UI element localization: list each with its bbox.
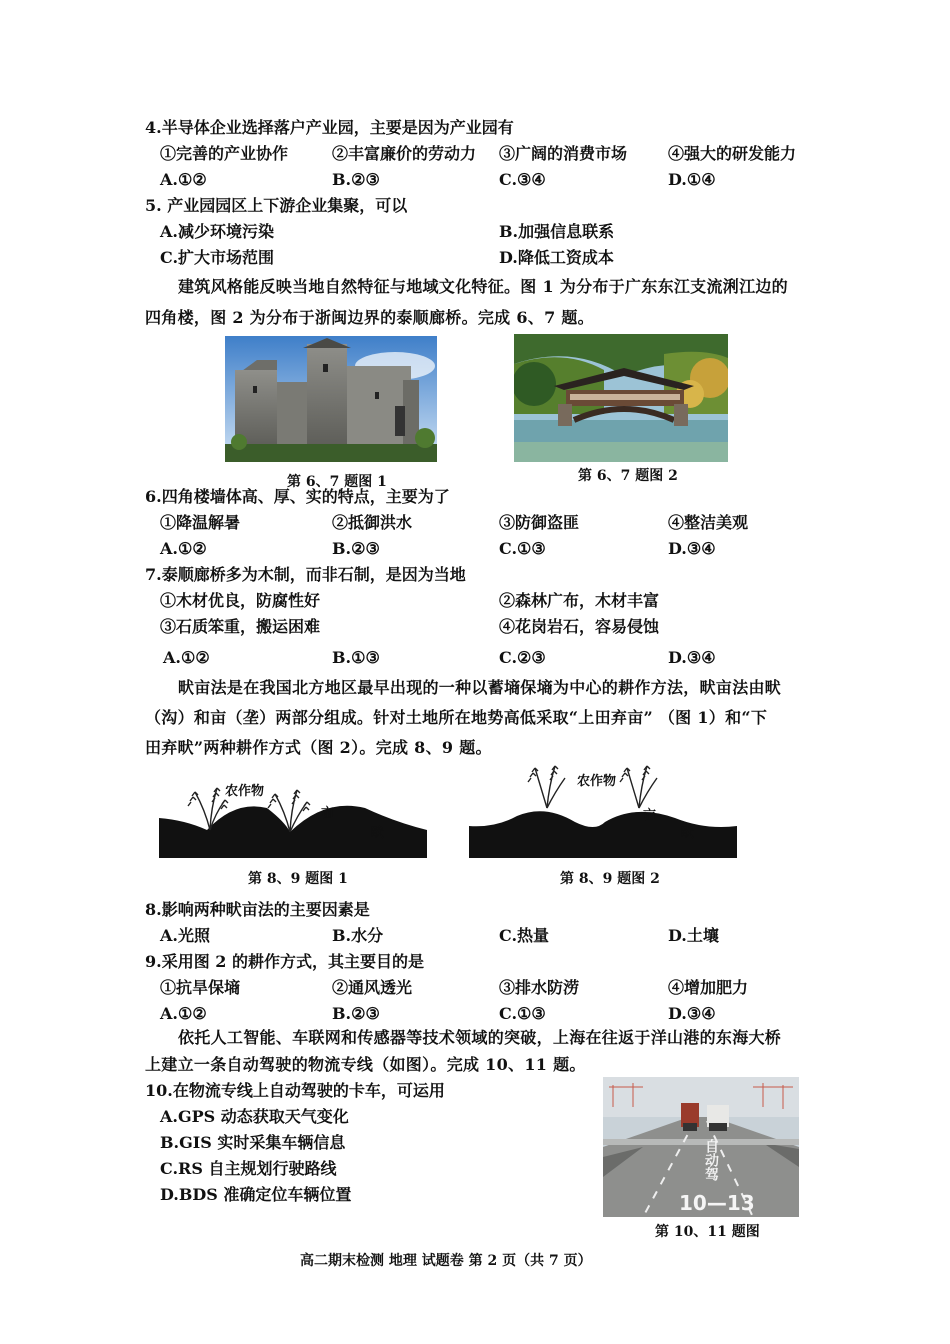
- q9-item-3: ③排水防涝: [499, 978, 580, 997]
- q7-item-1: ①木材优良，防腐性好: [160, 591, 321, 610]
- q4-item-4: ④强大的研发能力: [668, 144, 797, 163]
- q7-option-a: A.①②: [163, 648, 210, 667]
- q6-option-c: C.①③: [499, 539, 546, 558]
- page-footer: 高二期末检测 地理 试题卷 第 2 页（共 7 页）: [300, 1253, 592, 1269]
- q6-item-3: ③防御盗匪: [499, 513, 580, 532]
- crop-label-2: 农作物: [577, 774, 617, 789]
- q9-option-b: B.②③: [332, 1004, 380, 1023]
- four-corner-building-photo: [225, 336, 437, 462]
- q10-option-b: B.GIS 实时采集车辆信息: [160, 1133, 346, 1152]
- q5-option-a: A.减少环境污染: [160, 222, 274, 241]
- q7-item-2: ②森林广布，木材丰富: [499, 591, 660, 610]
- covered-bridge-photo: [514, 334, 728, 462]
- q6-option-d: D.③④: [668, 539, 716, 558]
- q6-item-2: ②抵御洪水: [332, 513, 413, 532]
- q5-option-b: B.加强信息联系: [499, 222, 615, 241]
- q4-option-a: A.①②: [160, 170, 207, 189]
- q7-option-d: D.③④: [668, 648, 716, 667]
- material-6-7-line2: 四角楼，图 2 为分布于浙闽边界的泰顺廊桥。完成 6、7 题。: [145, 308, 594, 327]
- q7-item-3: ③石质笨重，搬运困难: [160, 617, 321, 636]
- quanmu-diagram-2: [465, 760, 740, 862]
- material-6-7-line1: 建筑风格能反映当地自然特征与地域文化特征。图 1 为分布于广东东江支流浰江边的: [178, 277, 788, 296]
- crop-icon: [620, 766, 657, 808]
- q9-item-4: ④增加肥力: [668, 978, 749, 997]
- quan-label-1: 畎: [371, 826, 385, 841]
- q7-option-b: B.①③: [332, 648, 380, 667]
- quanmu-diagram-1: [155, 770, 430, 862]
- material-8-9-line1: 畎亩法是在我国北方地区最早出现的一种以蓄墒保墒为中心的耕作方法，畎亩法由畎: [178, 678, 782, 697]
- q4-stem: 4.半导体企业选择落户产业园，主要是因为产业园有: [145, 118, 514, 137]
- crop-icon: [528, 766, 565, 808]
- q5-stem: 5. 产业园园区上下游企业集聚，可以: [145, 196, 408, 215]
- mu-label-2: 亩: [643, 808, 657, 823]
- q8-option-c: C.热量: [499, 926, 550, 945]
- q4-option-b: B.②③: [332, 170, 380, 189]
- q4-option-c: C.③④: [499, 170, 546, 189]
- road-marking-number: 10—13: [679, 1191, 755, 1215]
- q8-option-d: D.土壤: [668, 926, 719, 945]
- q4-item-1: ①完善的产业协作: [160, 144, 289, 163]
- q10-option-d: D.BDS 准确定位车辆位置: [160, 1185, 352, 1204]
- q8-option-a: A.光照: [160, 926, 210, 945]
- fig-10-11-caption: 第 10、11 题图: [655, 1224, 760, 1240]
- fig-8-9-2-caption: 第 8、9 题图 2: [560, 871, 660, 887]
- fig-6-7-2-caption: 第 6、7 题图 2: [578, 468, 678, 484]
- q7-stem: 7.泰顺廊桥多为木制，而非石制，是因为当地: [145, 565, 466, 584]
- q6-option-b: B.②③: [332, 539, 380, 558]
- quan-label-2: 畎: [681, 826, 695, 841]
- q5-option-c: C.扩大市场范围: [160, 248, 275, 267]
- q9-option-c: C.①③: [499, 1004, 546, 1023]
- q10-stem: 10.在物流专线上自动驾驶的卡车，可运用: [145, 1081, 445, 1100]
- material-10-11-line1: 依托人工智能、车联网和传感器等技术领域的突破，上海在往返于洋山港的东海大桥: [178, 1028, 782, 1047]
- q9-item-1: ①抗旱保墒: [160, 978, 241, 997]
- material-10-11-line2: 上建立一条自动驾驶的物流专线（如图）。完成 10、11 题。: [145, 1055, 586, 1074]
- material-8-9-line3: 田弃畎”两种耕作方式（图 2）。完成 8、9 题。: [145, 738, 492, 757]
- q6-item-4: ④整洁美观: [668, 513, 749, 532]
- autonomous-lane-photo: [603, 1077, 799, 1217]
- q8-stem: 8.影响两种畎亩法的主要因素是: [145, 900, 370, 919]
- fig-6-7-1-caption: 第 6、7 题图 1: [287, 474, 387, 490]
- material-8-9-line2: （沟）和亩（垄）两部分组成。针对土地所在地势高低采取“上田弃亩” （图 1）和“下: [145, 708, 768, 727]
- q9-option-d: D.③④: [668, 1004, 716, 1023]
- q9-option-a: A.①②: [160, 1004, 207, 1023]
- q6-option-a: A.①②: [160, 539, 207, 558]
- q10-option-c: C.RS 自主规划行驶路线: [160, 1159, 337, 1178]
- crop-label-1: 农作物: [225, 784, 265, 799]
- q4-option-d: D.①④: [668, 170, 716, 189]
- q7-item-4: ④花岗岩石，容易侵蚀: [499, 617, 660, 636]
- q4-item-2: ②丰富廉价的劳动力: [332, 144, 477, 163]
- q9-item-2: ②通风透光: [332, 978, 413, 997]
- q6-item-1: ①降温解暑: [160, 513, 241, 532]
- q6-stem: 6.四角楼墙体高、厚、实的特点，主要为了: [145, 487, 450, 506]
- q4-item-3: ③广阔的消费市场: [499, 144, 628, 163]
- q9-stem: 9.采用图 2 的耕作方式，其主要目的是: [145, 952, 424, 971]
- mu-label-1: 亩: [321, 806, 335, 821]
- road-marking-text: 自动驾: [703, 1139, 719, 1181]
- fig-8-9-1-caption: 第 8、9 题图 1: [248, 871, 348, 887]
- q10-option-a: A.GPS 动态获取天气变化: [160, 1107, 349, 1126]
- q7-option-c: C.②③: [499, 648, 546, 667]
- q8-option-b: B.水分: [332, 926, 384, 945]
- q5-option-d: D.降低工资成本: [499, 248, 614, 267]
